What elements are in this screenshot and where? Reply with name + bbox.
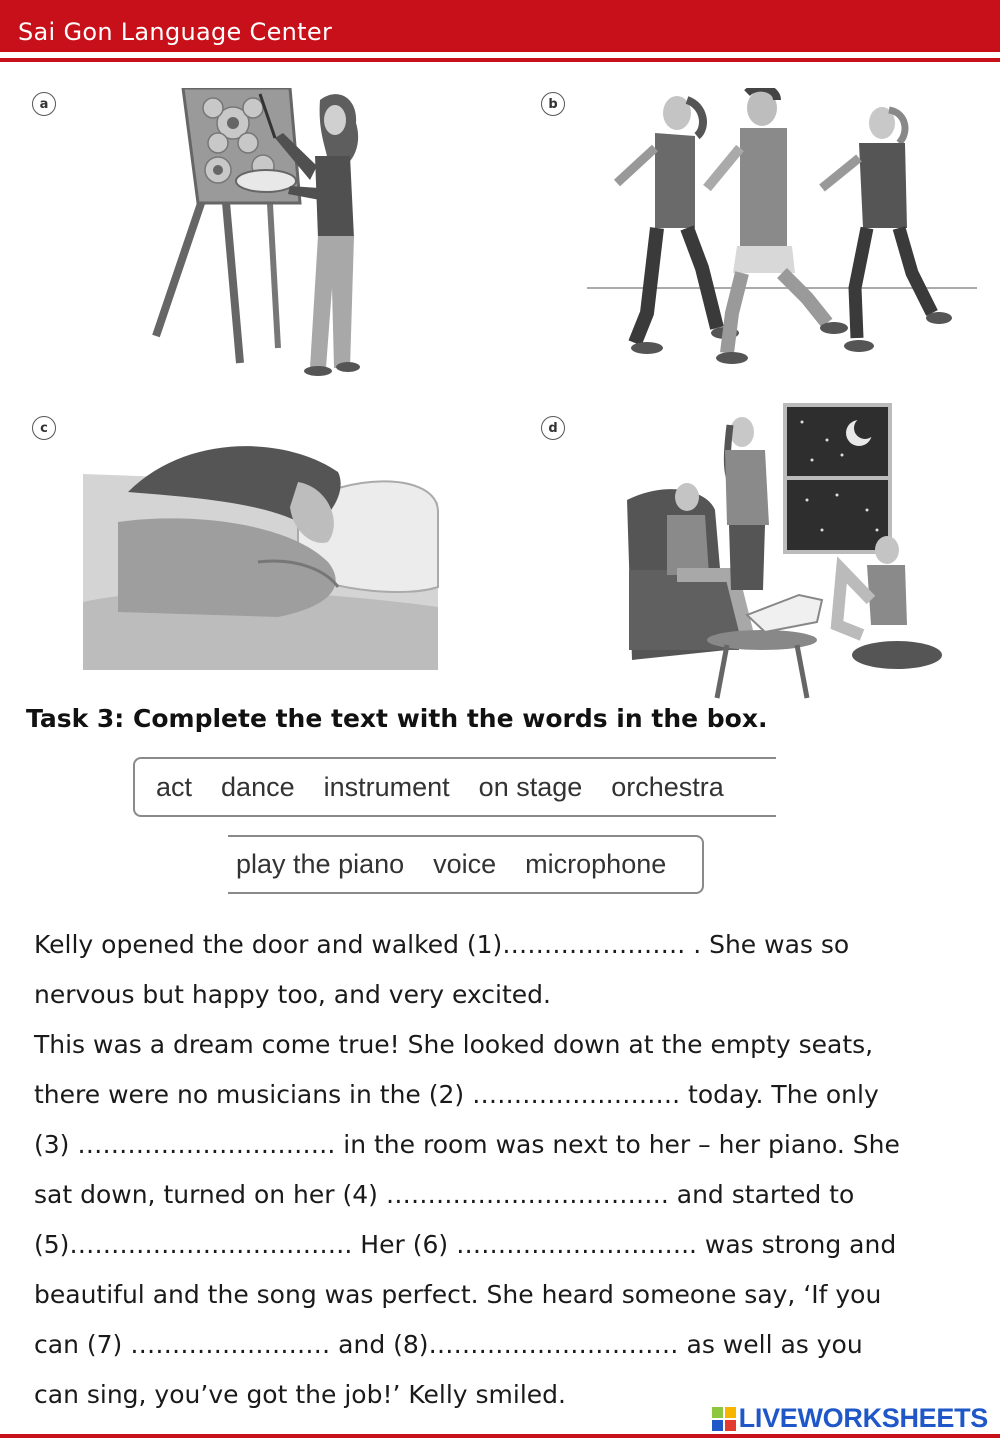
passage-line: can sing, you’ve got the job!’ Kelly smiled. bbox=[34, 1380, 566, 1409]
header-divider bbox=[0, 58, 1000, 62]
liveworksheets-logo[interactable] bbox=[711, 1403, 988, 1434]
word-act: act bbox=[156, 771, 193, 802]
word-voice: voice bbox=[433, 849, 497, 879]
picture-a bbox=[28, 88, 498, 388]
word-orchestra: orchestra bbox=[611, 771, 724, 802]
painting-woman-illustration bbox=[28, 88, 498, 388]
passage-line: beautiful and the song was perfect. She heard someone say, ‘If you bbox=[34, 1280, 882, 1309]
picture-c-label: c bbox=[32, 416, 56, 440]
logo-text: LIVEWORKSHEETS bbox=[738, 1403, 988, 1433]
word-box-row-1 bbox=[133, 757, 776, 817]
picture-d bbox=[537, 400, 987, 700]
picture-d-label: d bbox=[541, 416, 565, 440]
picture-b-label: b bbox=[541, 92, 565, 116]
picture-b bbox=[537, 88, 987, 368]
passage-line: can (7) …………………… and (8)………………………… as well as you bbox=[34, 1330, 863, 1359]
task-title: Task 3: Complete the text with the words in the box. bbox=[26, 704, 768, 733]
passage-line: (5)……………………………. Her (6) ……………………….. was strong and bbox=[34, 1230, 897, 1259]
passage-line: sat down, turned on her (4) ……………………………. and started to bbox=[34, 1180, 855, 1209]
sleeping-woman-illustration bbox=[28, 412, 468, 677]
word-instrument: instrument bbox=[323, 771, 450, 802]
footer-divider bbox=[0, 1434, 1000, 1438]
passage-line: (3) …………………………. in the room was next to her – her piano. She bbox=[34, 1130, 900, 1159]
word-play-the-piano: play the piano bbox=[236, 849, 405, 879]
header-bar bbox=[0, 0, 1000, 52]
word-dance: dance bbox=[221, 771, 295, 802]
header-title: Sai Gon Language Center bbox=[18, 18, 333, 46]
reading-passage bbox=[34, 920, 984, 1420]
word-box-row-2 bbox=[228, 835, 704, 894]
word-microphone: microphone bbox=[525, 849, 667, 879]
family-night-pizza-illustration bbox=[537, 400, 987, 700]
passage-line: there were no musicians in the (2) ……………………. today. The only bbox=[34, 1080, 879, 1109]
passage-line: Kelly opened the door and walked (1)…………………. . She was so bbox=[34, 930, 850, 959]
picture-a-label: a bbox=[32, 92, 56, 116]
liveworksheets-logo-icon bbox=[711, 1406, 737, 1432]
passage-line: This was a dream come true! She looked down at the empty seats, bbox=[34, 1030, 874, 1059]
passage-line: nervous but happy too, and very excited. bbox=[34, 980, 551, 1009]
running-people-illustration bbox=[537, 88, 987, 368]
word-on-stage: on stage bbox=[478, 771, 583, 802]
picture-c bbox=[28, 412, 468, 677]
